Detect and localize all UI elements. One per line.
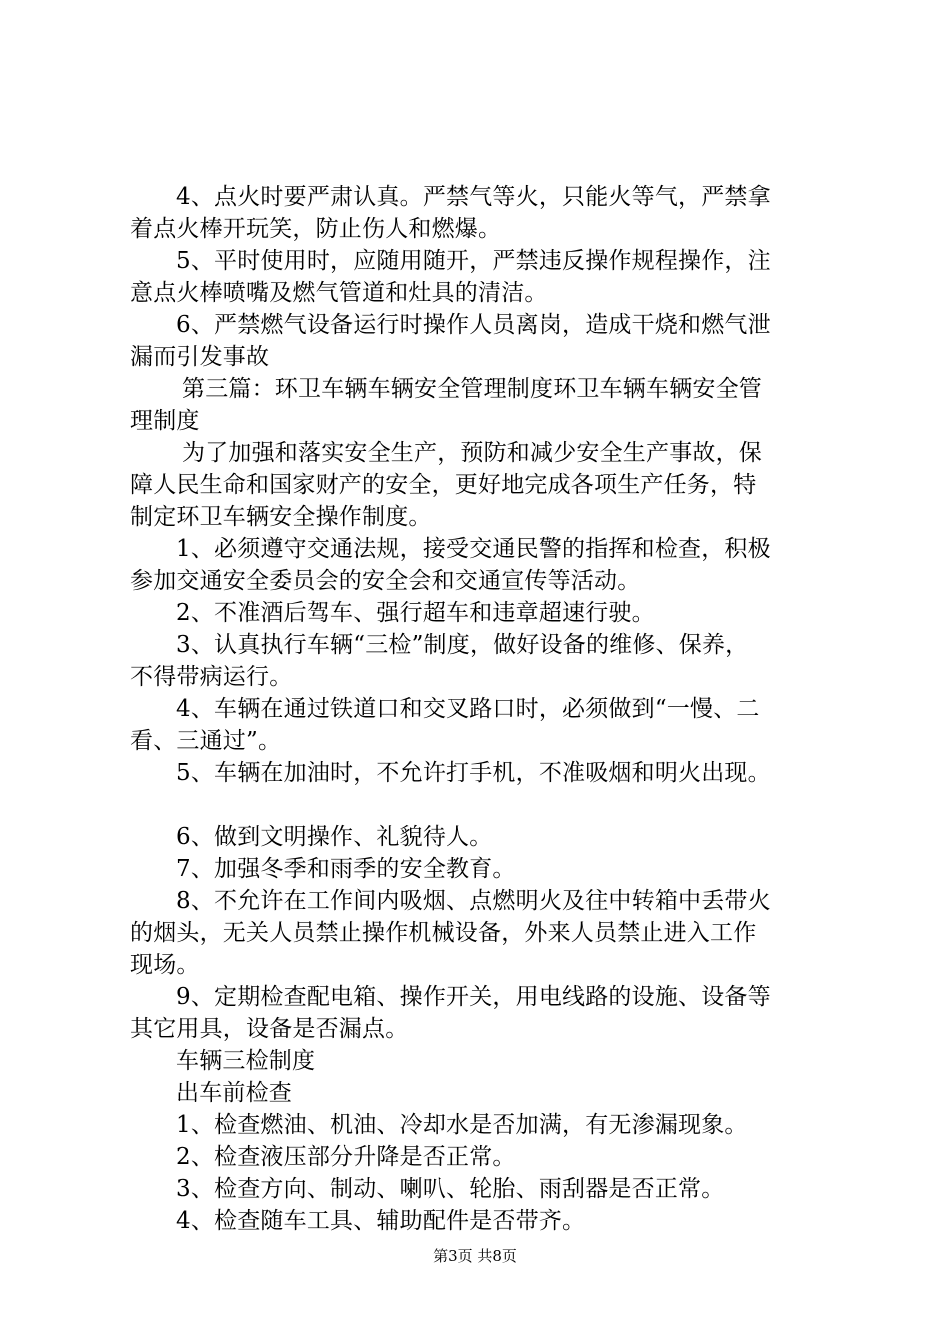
section-heading-line: 理制度 [130,408,200,434]
paragraph-line: 7、加强冬季和雨季的安全教育。 [176,856,516,882]
paragraph-line: 1、必须遵守交通法规，接受交通民警的指挥和检查，积极 [176,536,771,562]
paragraph-line: 4、点火时要严肃认真。严禁气等火，只能火等气，严禁拿 [176,184,771,210]
paragraph-line: 9、定期检查配电箱、操作开关，用电线路的设施、设备等 [176,984,771,1010]
paragraph-line: 漏而引发事故 [130,344,270,370]
paragraph-line: 2、不准酒后驾车、强行超车和违章超速行驶。 [176,600,655,626]
paragraph-line: 6、严禁燃气设备运行时操作人员离岗，造成干烧和燃气泄 [176,312,771,338]
section-heading-line: 第三篇：环卫车辆车辆安全管理制度环卫车辆车辆安全管 [182,376,762,402]
subheading-line: 车辆三检制度 [176,1048,316,1074]
paragraph-line: 不得带病运行。 [130,664,293,690]
paragraph-line: 4、车辆在通过铁道口和交叉路口时，必须做到“一慢、二 [176,696,760,722]
subheading-line: 出车前检查 [176,1080,292,1106]
paragraph-line: 障人民生命和国家财产的安全，更好地完成各项生产任务，特 [130,472,757,498]
paragraph-line: 8、不允许在工作间内吸烟、点燃明火及往中转箱中丢带火 [176,888,771,914]
paragraph-line: 1、检查燃油、机油、冷却水是否加满，有无渗漏现象。 [176,1112,748,1138]
paragraph-line: 现场。 [130,952,200,978]
paragraph-line: 5、平时使用时，应随用随开，严禁违反操作规程操作，注 [176,248,771,274]
paragraph-line: 为了加强和落实安全生产，预防和减少安全生产事故，保 [182,440,762,466]
page-number-footer: 第3页 共8页 [433,1247,517,1265]
document-body [130,181,830,1237]
paragraph-line: 着点火棒开玩笑，防止伤人和燃爆。 [130,216,502,242]
paragraph-line: 5、车辆在加油时，不允许打手机，不准吸烟和明火出现。 [176,760,771,786]
paragraph-line: 的烟头，无关人员禁止操作机械设备，外来人员禁止进入工作 [130,920,757,946]
paragraph-line: 其它用具，设备是否漏点。 [130,1016,409,1042]
paragraph-line: 意点火棒喷嘴及燃气管道和灶具的清洁。 [130,280,548,306]
paragraph-line: 6、做到文明操作、礼貌待人。 [176,824,493,850]
paragraph-line: 制定环卫车辆安全操作制度。 [130,504,432,530]
paragraph-line: 3、认真执行车辆“三检”制度，做好设备的维修、保养， [176,632,749,658]
blank-line [130,789,830,821]
paragraph-line: 参加交通安全委员会的安全会和交通宣传等活动。 [130,568,641,594]
paragraph-line: 3、检查方向、制动、喇叭、轮胎、雨刮器是否正常。 [176,1176,725,1202]
paragraph-line: 4、检查随车工具、辅助配件是否带齐。 [176,1208,586,1234]
paragraph-line: 2、检查液压部分升降是否正常。 [176,1144,516,1170]
paragraph-line: 看、三通过”。 [130,728,282,754]
